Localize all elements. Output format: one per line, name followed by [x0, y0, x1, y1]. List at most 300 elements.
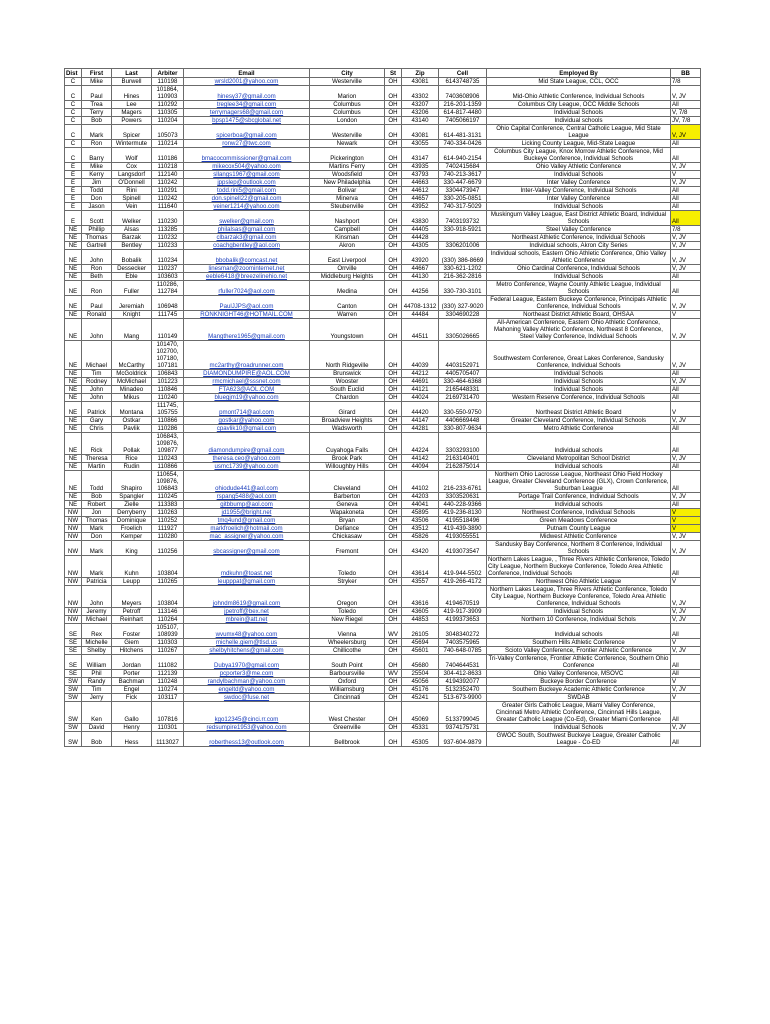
cell-phone: 330-730-3101 [439, 281, 487, 296]
cell-employed-by: Scioto Valley Conference, Frontier Athletic Conference [487, 647, 671, 655]
cell-zip: 43557 [402, 578, 439, 586]
cell-email[interactable]: eeble6418@breezelinehio.net [184, 273, 310, 281]
cell-first: Shelby [82, 647, 112, 655]
cell-last: Petroff [112, 608, 152, 616]
table-row [65, 509, 701, 517]
cell-phone: 330-550-9750 [439, 402, 487, 417]
cell-email[interactable]: pcporter3@me.com [184, 670, 310, 678]
cell-zip: 43952 [402, 203, 439, 211]
cell-phone [439, 234, 487, 242]
cell-zip: 43793 [402, 171, 439, 179]
cell-dist: NE [65, 296, 82, 311]
cell-first: Bob [82, 493, 112, 501]
cell-bb: V, JV [671, 541, 701, 556]
cell-email[interactable]: bluegjm19@yahoo.com [184, 394, 310, 402]
cell-first: Mark [82, 125, 112, 140]
table-row [65, 125, 701, 140]
cell-zip: 44484 [402, 311, 439, 319]
cell-phone: 3304690228 [439, 311, 487, 319]
cell-arbiter: 110654, 109876, 106843 [152, 471, 184, 493]
cell-email[interactable]: cpavlik10@gmail.com [184, 425, 310, 433]
cell-email[interactable]: mdkuhn@toast.net [184, 556, 310, 578]
cell-zip: 44256 [402, 281, 439, 296]
cell-arbiter: 110243 [152, 455, 184, 463]
cell-first: Jon [82, 509, 112, 517]
cell-email[interactable]: michelle.giem@tlsd.us [184, 639, 310, 647]
table-row [65, 171, 701, 179]
cell-dist: SW [65, 678, 82, 686]
cell-first: Bob [82, 732, 112, 747]
cell-email[interactable]: rfuller7024@aol.com [184, 281, 310, 296]
table-row [65, 394, 701, 402]
cell-arbiter: 110280 [152, 533, 184, 541]
cell-last: Jordan [112, 655, 152, 670]
cell-phone: 5133799045 [439, 702, 487, 724]
cell-city: Barberton [310, 493, 385, 501]
cell-employed-by: Putnam County League [487, 525, 671, 533]
cell-email[interactable]: ronw27@twc.com [184, 140, 310, 148]
table-row [65, 311, 701, 319]
cell-employed-by: Individual schools [487, 624, 671, 639]
cell-bb: V, JV [671, 341, 701, 370]
cell-city: Marion [310, 86, 385, 101]
cell-dist: SE [65, 670, 82, 678]
cell-city: Warren [310, 311, 385, 319]
cell-last: Rice [112, 455, 152, 463]
table-row [65, 148, 701, 163]
cell-first: Mark [82, 556, 112, 578]
cell-bb: V, JV [671, 616, 701, 624]
cell-email[interactable]: veiner1214@yahoo.com [184, 203, 310, 211]
cell-email[interactable]: bbobalik@comcast.net [184, 250, 310, 265]
cell-first: Theresa [82, 455, 112, 463]
cell-phone: 304-412-8633 [439, 670, 487, 678]
cell-city: Wadsworth [310, 425, 385, 433]
cell-arbiter: 103603 [152, 273, 184, 281]
cell-first: Patrick [82, 402, 112, 417]
cell-last: Magers [112, 109, 152, 117]
cell-st: OH [385, 724, 402, 732]
table-row [65, 109, 701, 117]
cell-phone: 419-236-8130 [439, 509, 487, 517]
cell-arbiter: 110230 [152, 211, 184, 226]
cell-dist: NW [65, 608, 82, 616]
cell-email[interactable]: pmont714@aol.com [184, 402, 310, 417]
cell-dist: NW [65, 525, 82, 533]
cell-last: Cox [112, 163, 152, 171]
officials-table-sheet [64, 68, 700, 747]
cell-employed-by: Federal League, Eastern Buckeye Conference, Principals Athletic Conference, Individual Schools [487, 296, 671, 311]
cell-phone: 5132352470 [439, 686, 487, 694]
cell-email[interactable]: don.spinell22@gmail.com [184, 195, 310, 203]
cell-email[interactable]: Dubya1970@gmail.com [184, 655, 310, 670]
cell-dist: NE [65, 234, 82, 242]
cell-first: Thomas [82, 234, 112, 242]
cell-dist: NW [65, 517, 82, 525]
cell-dist: NE [65, 463, 82, 471]
cell-employed-by: Western Reserve Conference, Individual Schools [487, 394, 671, 402]
cell-city: Newark [310, 140, 385, 148]
cell-email[interactable]: linesman@zoominternet.net [184, 265, 310, 273]
cell-bb: V, JV [671, 319, 701, 341]
header-st: St [385, 69, 402, 78]
cell-email[interactable]: mbrein@att.net [184, 616, 310, 624]
cell-bb: V, JV [671, 296, 701, 311]
cell-employed-by: Mid-Ohio Athletic Conference, Individual Schools [487, 86, 671, 101]
cell-email[interactable]: wrsld2001@yahoo.com [184, 78, 310, 86]
cell-phone: 330-205-0851 [439, 195, 487, 203]
table-row [65, 655, 701, 670]
table-row [65, 319, 701, 341]
cell-bb: V [671, 694, 701, 702]
cell-arbiter: 110204 [152, 117, 184, 125]
cell-st: OH [385, 370, 402, 378]
cell-first: Rick [82, 433, 112, 455]
table-row [65, 265, 701, 273]
cell-email[interactable]: engeltd@yahoo.com [184, 686, 310, 694]
cell-last: Knight [112, 311, 152, 319]
cell-email[interactable]: todd.rini5@gmail.com [184, 187, 310, 195]
cell-bb: V, JV [671, 724, 701, 732]
cell-email[interactable]: mikecox504@yahoo.com [184, 163, 310, 171]
cell-last: Vein [112, 203, 152, 211]
cell-bb: V, JV [671, 417, 701, 425]
cell-first: Michelle [82, 639, 112, 647]
cell-city: Campbell [310, 226, 385, 234]
cell-phone: 937-604-9879 [439, 732, 487, 747]
cell-st: OH [385, 311, 402, 319]
cell-city: Chickasaw [310, 533, 385, 541]
cell-arbiter: 110286, 112784 [152, 281, 184, 296]
cell-email[interactable]: RONKNIGHT46@HOTMAIL.COM [184, 311, 310, 319]
cell-st: OH [385, 187, 402, 195]
cell-phone: 330-464-6368 [439, 378, 487, 386]
cell-arbiter: 106843 [152, 370, 184, 378]
cell-phone: 2169731470 [439, 394, 487, 402]
cell-city: Orrville [310, 265, 385, 273]
cell-phone: 7402415684 [439, 163, 487, 171]
cell-phone: 419-266-4172 [439, 578, 487, 586]
cell-last: Langsdorf [112, 171, 152, 179]
cell-arbiter: 111082 [152, 655, 184, 670]
cell-email[interactable]: johndm8619@gmail.com [184, 586, 310, 608]
cell-email[interactable]: leupppat@gmail.com [184, 578, 310, 586]
cell-city: Barboursville [310, 670, 385, 678]
table-body [65, 78, 701, 747]
cell-email[interactable]: usmc1739@yahoo.com [184, 463, 310, 471]
cell-email[interactable]: rspang5488@aol.com [184, 493, 310, 501]
cell-zip: 43830 [402, 211, 439, 226]
table-row [65, 195, 701, 203]
cell-arbiter: 113383 [152, 501, 184, 509]
cell-email[interactable]: sllangs1967@gmail.com [184, 171, 310, 179]
cell-email[interactable]: tmq4und@gmail.com [184, 517, 310, 525]
cell-bb: V, JV [671, 586, 701, 608]
cell-dist: NE [65, 226, 82, 234]
cell-zip: 45331 [402, 724, 439, 732]
cell-arbiter: 111927 [152, 525, 184, 533]
cell-city: Wapakoneta [310, 509, 385, 517]
cell-last: Spicer [112, 125, 152, 140]
table-row [65, 234, 701, 242]
cell-st: OH [385, 117, 402, 125]
cell-st: OH [385, 425, 402, 433]
cell-email[interactable]: bmacocommissioner@gmail.com [184, 148, 310, 163]
cell-city: Westerville [310, 78, 385, 86]
cell-bb: 7/8 [671, 78, 701, 86]
cell-phone: 216-201-1359 [439, 101, 487, 109]
cell-first: Phil [82, 670, 112, 678]
cell-first: John [82, 250, 112, 265]
cell-employed-by: Inter Valley Conference [487, 195, 671, 203]
cell-email[interactable]: kgo12345@cinci.rr.com [184, 702, 310, 724]
cell-st: OH [385, 655, 402, 670]
cell-email[interactable]: Mangthere1965@gmail.com [184, 319, 310, 341]
cell-email[interactable]: mac_assigner@yahoo.com [184, 533, 310, 541]
cell-bb: V, JV [671, 686, 701, 694]
cell-email[interactable]: randylbachman@yahoo.com [184, 678, 310, 686]
cell-city: London [310, 117, 385, 125]
header-last: Last [112, 69, 152, 78]
cell-email[interactable]: mc2arthy@roadrunner.com [184, 341, 310, 370]
table-row [65, 425, 701, 433]
table-row [65, 370, 701, 378]
cell-bb: V [671, 639, 701, 647]
cell-city: Youngstown [310, 319, 385, 341]
cell-city: Woodsfield [310, 171, 385, 179]
cell-dist: NE [65, 273, 82, 281]
cell-zip: 43616 [402, 586, 439, 608]
cell-employed-by: Individual Schools [487, 608, 671, 616]
cell-zip: 43920 [402, 250, 439, 265]
cell-email[interactable]: PaulJJPS@aol.com [184, 296, 310, 311]
header-dist: Dist [65, 69, 82, 78]
cell-phone: 330-807-9634 [439, 425, 487, 433]
cell-first: Martin [82, 463, 112, 471]
table-row [65, 86, 701, 101]
cell-email[interactable]: markfroelich@hotmail.com [184, 525, 310, 533]
table-row [65, 578, 701, 586]
cell-zip: 43055 [402, 140, 439, 148]
cell-email[interactable]: terrymagers68@gmail.com [184, 109, 310, 117]
cell-email[interactable]: roberthess13@outlook.com [184, 732, 310, 747]
cell-dist: NE [65, 386, 82, 394]
cell-dist: SW [65, 724, 82, 732]
cell-bb: V, JV [671, 378, 701, 386]
cell-arbiter: 110301 [152, 724, 184, 732]
cell-email[interactable]: FTA623@AOL.COM [184, 386, 310, 394]
cell-dist: SE [65, 624, 82, 639]
cell-email[interactable]: bpsp1475@sbcglobal.net [184, 117, 310, 125]
cell-arbiter: 113146 [152, 608, 184, 616]
cell-st: OH [385, 533, 402, 541]
cell-arbiter: 110286 [152, 425, 184, 433]
cell-last: Mikus [112, 394, 152, 402]
cell-city: Willoughby Hills [310, 463, 385, 471]
cell-first: Ronald [82, 311, 112, 319]
cell-email[interactable]: spicerboa@gmail.com [184, 125, 310, 140]
cell-email[interactable]: gostkar@yahoo.com [184, 417, 310, 425]
cell-email[interactable]: philalsas@gmail.com [184, 226, 310, 234]
cell-city: Medina [310, 281, 385, 296]
cell-email[interactable]: gitbbump@aol.com [184, 501, 310, 509]
cell-first: Ken [82, 702, 112, 724]
cell-employed-by: Metro Conference, Wayne County Athletic League, Individual Schools [487, 281, 671, 296]
cell-dist: C [65, 148, 82, 163]
cell-zip: 44130 [402, 273, 439, 281]
cell-zip: 45601 [402, 647, 439, 655]
table-row [65, 386, 701, 394]
cell-arbiter: 110292 [152, 101, 184, 109]
cell-st: OH [385, 686, 402, 694]
cell-last: Minadeo [112, 386, 152, 394]
cell-first: Ron [82, 140, 112, 148]
cell-first: Don [82, 533, 112, 541]
cell-phone: 614-481-3131 [439, 125, 487, 140]
cell-email[interactable]: theresa.ceo@yahoo.com [184, 455, 310, 463]
cell-city: Vienna [310, 624, 385, 639]
cell-zip: 45056 [402, 678, 439, 686]
cell-bb: All [671, 702, 701, 724]
cell-arbiter: 110240 [152, 394, 184, 402]
cell-st: OH [385, 203, 402, 211]
cell-zip: 43081 [402, 78, 439, 86]
cell-last: Powers [112, 117, 152, 125]
cell-st: OH [385, 578, 402, 586]
cell-arbiter: 110291 [152, 187, 184, 195]
cell-zip: 44667 [402, 265, 439, 273]
cell-arbiter: 110263 [152, 509, 184, 517]
cell-email[interactable]: shelbyhitchens@gmail.com [184, 647, 310, 655]
cell-email[interactable]: diamondumpire@gmail.com [184, 433, 310, 455]
cell-dist: NE [65, 417, 82, 425]
cell-city: Minerva [310, 195, 385, 203]
cell-bb: All [671, 501, 701, 509]
cell-bb: V [671, 525, 701, 533]
cell-first: Patricia [82, 578, 112, 586]
cell-email[interactable]: hinesy37@gmail.com [184, 86, 310, 101]
cell-phone: 2162875014 [439, 463, 487, 471]
cell-employed-by: Columbus City League, Knox Morrow Athletic Conference, Mid Buckeye Conference, Individual Schools [487, 148, 671, 163]
cell-dist: C [65, 109, 82, 117]
cell-arbiter: 110303 [152, 639, 184, 647]
cell-bb: V [671, 171, 701, 179]
cell-employed-by: Northwest Ohio Athletic League [487, 578, 671, 586]
cell-email[interactable]: jppslep@outlook.com [184, 179, 310, 187]
cell-last: Jeremiah [112, 296, 152, 311]
cell-last: Hitchens [112, 647, 152, 655]
table-row [65, 670, 701, 678]
cell-arbiter: 103804 [152, 586, 184, 608]
cell-phone: 4403152971 [439, 341, 487, 370]
cell-city: Broadview Heights [310, 417, 385, 425]
table-row [65, 242, 701, 250]
cell-st: OH [385, 556, 402, 578]
cell-arbiter: 106843, 109876, 109877 [152, 433, 184, 455]
cell-first: Gartrell [82, 242, 112, 250]
cell-dist: NE [65, 433, 82, 455]
table-row [65, 732, 701, 747]
cell-email[interactable]: swelker@gmail.com [184, 211, 310, 226]
cell-email[interactable]: treglee34@gmail.com [184, 101, 310, 109]
cell-last: Bobalik [112, 250, 152, 265]
cell-phone: 9374175731 [439, 724, 487, 732]
cell-arbiter: 110214 [152, 140, 184, 148]
cell-zip: 44853 [402, 616, 439, 624]
cell-bb: All [671, 556, 701, 578]
cell-dist: NE [65, 501, 82, 509]
cell-zip: 43302 [402, 86, 439, 101]
cell-first: William [82, 655, 112, 670]
cell-email[interactable]: redsumpire1953@yahoo.com [184, 724, 310, 732]
cell-last: King [112, 541, 152, 556]
cell-arbiter: 113285 [152, 226, 184, 234]
cell-first: Kerry [82, 171, 112, 179]
header-city: City [310, 69, 385, 78]
cell-city: Bellbrook [310, 732, 385, 747]
cell-arbiter: 110218 [152, 163, 184, 171]
cell-arbiter: 110274 [152, 686, 184, 694]
cell-email[interactable]: rmcmichael@sssnet.com [184, 378, 310, 386]
cell-zip: 43081 [402, 125, 439, 140]
table-row [65, 378, 701, 386]
cell-phone: 740-334-0426 [439, 140, 487, 148]
table-row [65, 525, 701, 533]
cell-phone: (330) 386-8669 [439, 250, 487, 265]
cell-first: Mike [82, 163, 112, 171]
cell-last: Wintermute [112, 140, 152, 148]
cell-email[interactable]: jpetroff@bex.net [184, 608, 310, 616]
cell-dist: E [65, 179, 82, 187]
cell-last: Kuhn [112, 556, 152, 578]
cell-dist: NE [65, 455, 82, 463]
cell-employed-by: Mid State League, CCL, OCC [487, 78, 671, 86]
cell-dist: SW [65, 686, 82, 694]
cell-phone: 4193073547 [439, 541, 487, 556]
cell-email[interactable]: wvumx48@yahoo.com [184, 624, 310, 639]
cell-phone: 216-362-2816 [439, 273, 487, 281]
table-row [65, 250, 701, 265]
cell-phone: 740-648-0785 [439, 647, 487, 655]
cell-dist: NW [65, 578, 82, 586]
cell-employed-by: Ohio Cardinal Conference, Individual Schools [487, 265, 671, 273]
cell-first: Tim [82, 686, 112, 694]
cell-email[interactable]: sbcassigner@gmail.com [184, 541, 310, 556]
cell-zip: 45241 [402, 694, 439, 702]
cell-email[interactable]: ohiodude441@aol.com [184, 471, 310, 493]
cell-dist: E [65, 187, 82, 195]
cell-phone: 419-917-3909 [439, 608, 487, 616]
cell-email[interactable]: clbarzak3@gmail.com [184, 234, 310, 242]
cell-email[interactable]: DIAMONDUMPIRE@AOL.COM [184, 370, 310, 378]
cell-email[interactable]: jd1955@bright.net [184, 509, 310, 517]
cell-email[interactable]: swdoc@fuse.net [184, 694, 310, 702]
cell-dist: E [65, 163, 82, 171]
cell-arbiter: 101223 [152, 378, 184, 386]
cell-arbiter: 110305 [152, 109, 184, 117]
cell-employed-by: Columbus City League, OCC Middle Schools [487, 101, 671, 109]
cell-employed-by: Inter-Valley Conference, Individual Schools [487, 187, 671, 195]
table-row [65, 273, 701, 281]
header-first: First [82, 69, 112, 78]
table-row [65, 341, 701, 370]
cell-first: Jason [82, 203, 112, 211]
cell-city: Cleveland [310, 471, 385, 493]
cell-city: Akron [310, 242, 385, 250]
header-cell: Cell [439, 69, 487, 78]
cell-dist: NE [65, 402, 82, 417]
cell-email[interactable]: coachgbentley@aol.com [184, 242, 310, 250]
